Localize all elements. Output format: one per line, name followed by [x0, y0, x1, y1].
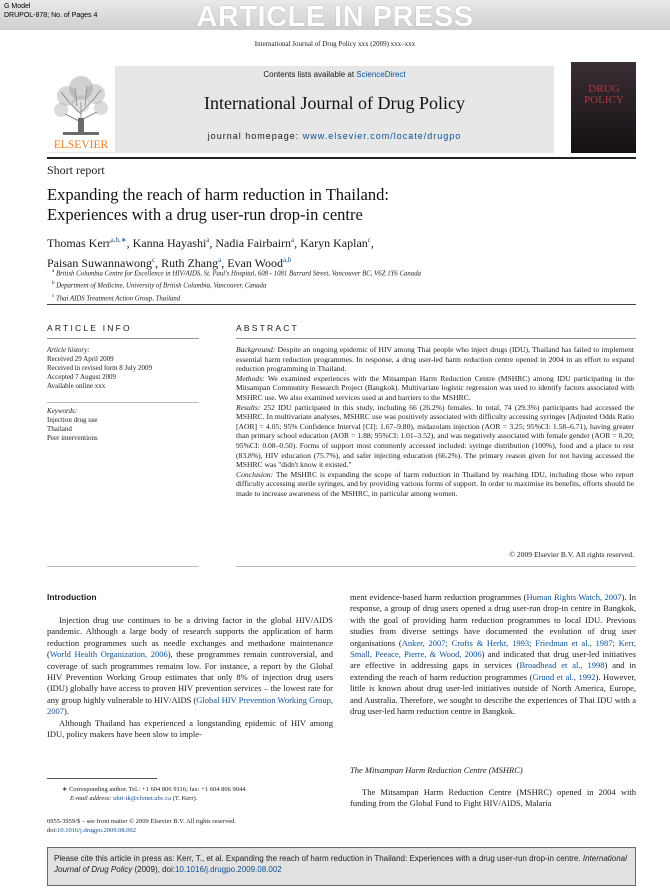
article-info-rule: [47, 338, 199, 339]
corresponding-author-footnote: [62, 785, 322, 803]
author-list: [47, 232, 607, 272]
abstract-body: [236, 345, 634, 499]
section-subheading: The Mitsampan Harm Reduction Centre (MSHRC): [350, 765, 523, 775]
homepage-prefix: journal homepage:: [207, 131, 303, 141]
author: Ruth Zhang$^a$,: [161, 256, 228, 270]
keywords-label: Keywords:: [47, 407, 78, 415]
citation-text: Please cite this article in press as: Kerr, T., et al. Expanding the reach of harm reduction in Thailand: Experiences with a drug user-run drop-in centre. International Journal of Drug Policy (2009), doi:10.1016/j.drugpo.2009.08.002: [54, 854, 627, 874]
author: Nadia Fairbairn$^a$,: [215, 236, 301, 250]
body-column-right: [350, 592, 636, 717]
footnote-rule: [47, 778, 157, 779]
title-line-2: Experiences with a drug user-run drop-in centre: [47, 205, 363, 224]
email-link[interactable]: uhri-tk@cfenet.ubc.ca: [113, 795, 172, 802]
keyword: Thailand: [47, 425, 72, 433]
journal-title: International Journal of Drug Policy: [204, 93, 465, 113]
article-info-divider: [47, 402, 199, 403]
banner-text: ARTICLE IN PRESS: [196, 1, 474, 33]
doi-line: doi:10.1016/j.drugpo.2009.08.002: [47, 827, 137, 834]
introduction-heading: Introduction: [47, 592, 97, 602]
abstract-bottom-rule: [236, 566, 636, 567]
issn-doi: [47, 817, 236, 835]
citation-link[interactable]: Grund et al., 1992: [532, 671, 596, 682]
body-column-left: [47, 615, 333, 740]
contents-available: [115, 70, 554, 79]
corresponding-author: ∗ Corresponding author. Tel.: +1 604 806 9116; fax: +1 604 806 9044.: [62, 786, 248, 793]
email-line: E-mail address: uhri-tk@cfenet.ubc.ca (T. Kerr).: [70, 795, 198, 802]
drupol-ref: DRUPOL-878; No. of Pages 4: [4, 12, 98, 19]
journal-homepage: [115, 131, 554, 141]
journal-cover-image: [571, 62, 636, 153]
masthead-rule: [47, 157, 636, 159]
author: Thomas Kerr$^{a,b,∗}$,: [47, 236, 133, 250]
paragraph: ment evidence-based harm reduction programmes (Human Rights Watch, 2007). In response, a group of drug users opened a drug user-run drop-in centre in Bangkok, with the goal of providing harm reduction programmes to local IDU. Previous studies from diverse settings have documented the evolution of drug user organisations (Anker, 2007; Crofts & Herkt, 1993; Friedman et al., 1987; Kerr, Small, Peeace, Pierre, & Wood, 2006) and indicated that drug user-led initiatives are effective in addressing gaps in services (Broadhead et al., 1998) and in extending the reach of harm reduction programmes (Grund et al., 1992). However, little is known about drug user-led initiatives outside of North America, Europe, and Australia. Therefore, we sought to describe the experiences of Thai IDU with a drug user-led harm reduction centre in Bangkok.: [350, 592, 637, 717]
history-item: Received 29 April 2009: [47, 355, 114, 363]
citation-link[interactable]: Broadhead et al., 1998: [519, 660, 605, 671]
abstract-heading: ABSTRACT: [236, 323, 299, 333]
keywords: [47, 407, 199, 443]
paragraph: The Mitsampan Harm Reduction Centre (MSHRC) opened in 2004 with funding from the Global Fund to Fight HIV/AIDS, Malaria: [350, 787, 636, 809]
copyright: © 2009 Elsevier B.V. All rights reserved.: [509, 550, 634, 559]
cover-title-line-2: POLICY: [584, 94, 624, 106]
running-head: International Journal of Drug Policy xxx (2009) xxx–xxx: [254, 40, 416, 48]
elsevier-logo: [47, 66, 115, 152]
author: Karyn Kaplan$^c$,: [300, 236, 374, 250]
affiliations: [52, 267, 612, 304]
gmodel-label: G Model: [4, 3, 31, 10]
history-item: Received in revised form 8 July 2009: [47, 364, 152, 372]
history-item: Accepted 7 August 2009: [47, 373, 117, 381]
keyword: Peer interventions: [47, 434, 98, 442]
author: Paisan Suwannawong$^c$,: [47, 256, 162, 270]
citation-doi-link[interactable]: 10.1016/j.drugpo.2009.08.002: [174, 865, 282, 874]
keyword: Injection drug use: [47, 416, 98, 424]
citation-journal: International Journal of Drug Policy: [54, 854, 627, 874]
citation-link[interactable]: World Health Organization, 2006: [49, 649, 168, 660]
elsevier-wordmark: ELSEVIER: [53, 139, 109, 151]
affiliation: $^c$ Thai AIDS Treatment Action Group, Thailand: [52, 293, 181, 302]
homepage-link[interactable]: www.elsevier.com/locate/drugpo: [302, 131, 462, 141]
paragraph: Although Thailand has experienced a longstanding epidemic of HIV among IDU, policy makers have been slow to imple-: [47, 717, 333, 740]
title-rule: [47, 304, 636, 305]
article-info-bottom-rule: [47, 566, 199, 567]
history-label: Article history:: [47, 346, 90, 354]
abstract-background: Background: Despite an ongoing epidemic of HIV among Thai people who inject drugs (IDU), Thailand has failed to implement essential harm reduction programmes. In response, a drug user-led harm reduction centre opened in 2004 in an effort to expand reduction programming in Thailand.: [236, 345, 634, 374]
abstract-rule: [236, 338, 636, 339]
abstract-methods: Methods: We examined experiences with the Mitsampan Harm Reduction Centre (MSHRC) among IDU participating in the Mitsampan Community Research Project (Bangkok). Multivariate logistic regression was used to identify factors associated with MSHRC use. We also examined services used at and barriers to the MSHRC.: [236, 373, 634, 402]
article-info-heading: ARTICLE INFO: [47, 323, 132, 333]
history-item: Available online xxx: [47, 382, 106, 390]
title-line-1: Expanding the reach of harm reduction in Thailand:: [47, 185, 389, 204]
article-type: Short report: [47, 163, 105, 177]
cover-title-line-1: DRUG: [588, 83, 620, 95]
affiliation: $^b$ Department of Medicine, University of British Columbia, Vancouver, Canada: [52, 281, 267, 290]
author: Kanna Hayashi$^a$,: [132, 236, 216, 250]
article-history: [47, 346, 199, 391]
sciencedirect-link[interactable]: ScienceDirect: [356, 70, 406, 79]
affiliation: $^a$ British Columbia Centre for Excellence in HIV/AIDS, St. Paul's Hospital, 608 - 1081 Burrard Street, Vancouver BC, V6Z 1Y6 Canada: [52, 269, 421, 278]
paragraph: Injection drug use continues to be a driving factor in the global HIV/AIDS pandemic. Although a large body of research supports the application of harm reduction programmes such as needle exchanges and methadone maintenance (World Health Organization, 2006), these programmes remain controversial, and coverage of such programmes remains low. For instance, a report by the Global HIV Prevention Working Group estimates that only 8% of injection drug users (IDU) globally have access to proven HIV prevention services – the lowest rate for any group highly vulnerable to HIV/AIDS (Global HIV Prevention Working Group, 2007).: [47, 615, 333, 717]
doi-link[interactable]: 10.1016/j.drugpo.2009.08.002: [57, 827, 137, 834]
body-column-right-continued: [350, 787, 636, 810]
issn: 0955-3959/$ – see front matter © 2009 Elsevier B.V. All rights reserved.: [47, 818, 236, 825]
citation-link[interactable]: Human Rights Watch, 2007: [526, 592, 622, 602]
abstract-results: Results: 252 IDU participated in this study, including 66 (26.2%) females. In total, 74 (29.3%) participants had accessed the MSHRC. In multivariate analyses, MSHRC use was positively associated with difficulty accessing syringes [Adjusted Odds Ratio [AOR] = 4.05; 95% Confidence Interval [CI]: 1.67–9.80), midazolam injection (AOR = 3.25; 95%CI: 1.58–6.71), having greater than primary school education (AOR = 1.88; 95%CI: 1.01–3.52), and was negatively associated with female gender (AOR = 0.20; 95%CI: 0.08–0.50). Forms of support most commonly accessed included: syringe distribution (100%), food and a place to rest (83.8%), HIV education (75.7%), and safer injecting education (66.2%). The primary reason given for not having accessed the MSHRC was "didn't know it existed.": [236, 402, 634, 470]
author: Evan Wood$^{a,b}$: [227, 256, 292, 270]
cover-title: [577, 84, 631, 106]
citation-link[interactable]: Anker, 2007; Crofts & Herkt, 1993; Friedman et al., 1987; Kerr, Small, Peeace, Pierre, & Wood, 2006: [350, 637, 636, 660]
citation-link[interactable]: Global HIV Prevention Working Group, 2007: [47, 694, 333, 717]
contents-prefix: Contents lists available at: [263, 70, 357, 79]
article-title: [47, 185, 607, 225]
abstract-conclusion: Conclusion: The MSHRC is expanding the scope of harm reduction in Thailand by reaching IDU, including those who report difficulty accessing sterile syringes, and by providing various forms of support. In order to maximise its benefits, efforts should be made to increase awareness of the MSHRC, in particular among women.: [236, 469, 634, 498]
